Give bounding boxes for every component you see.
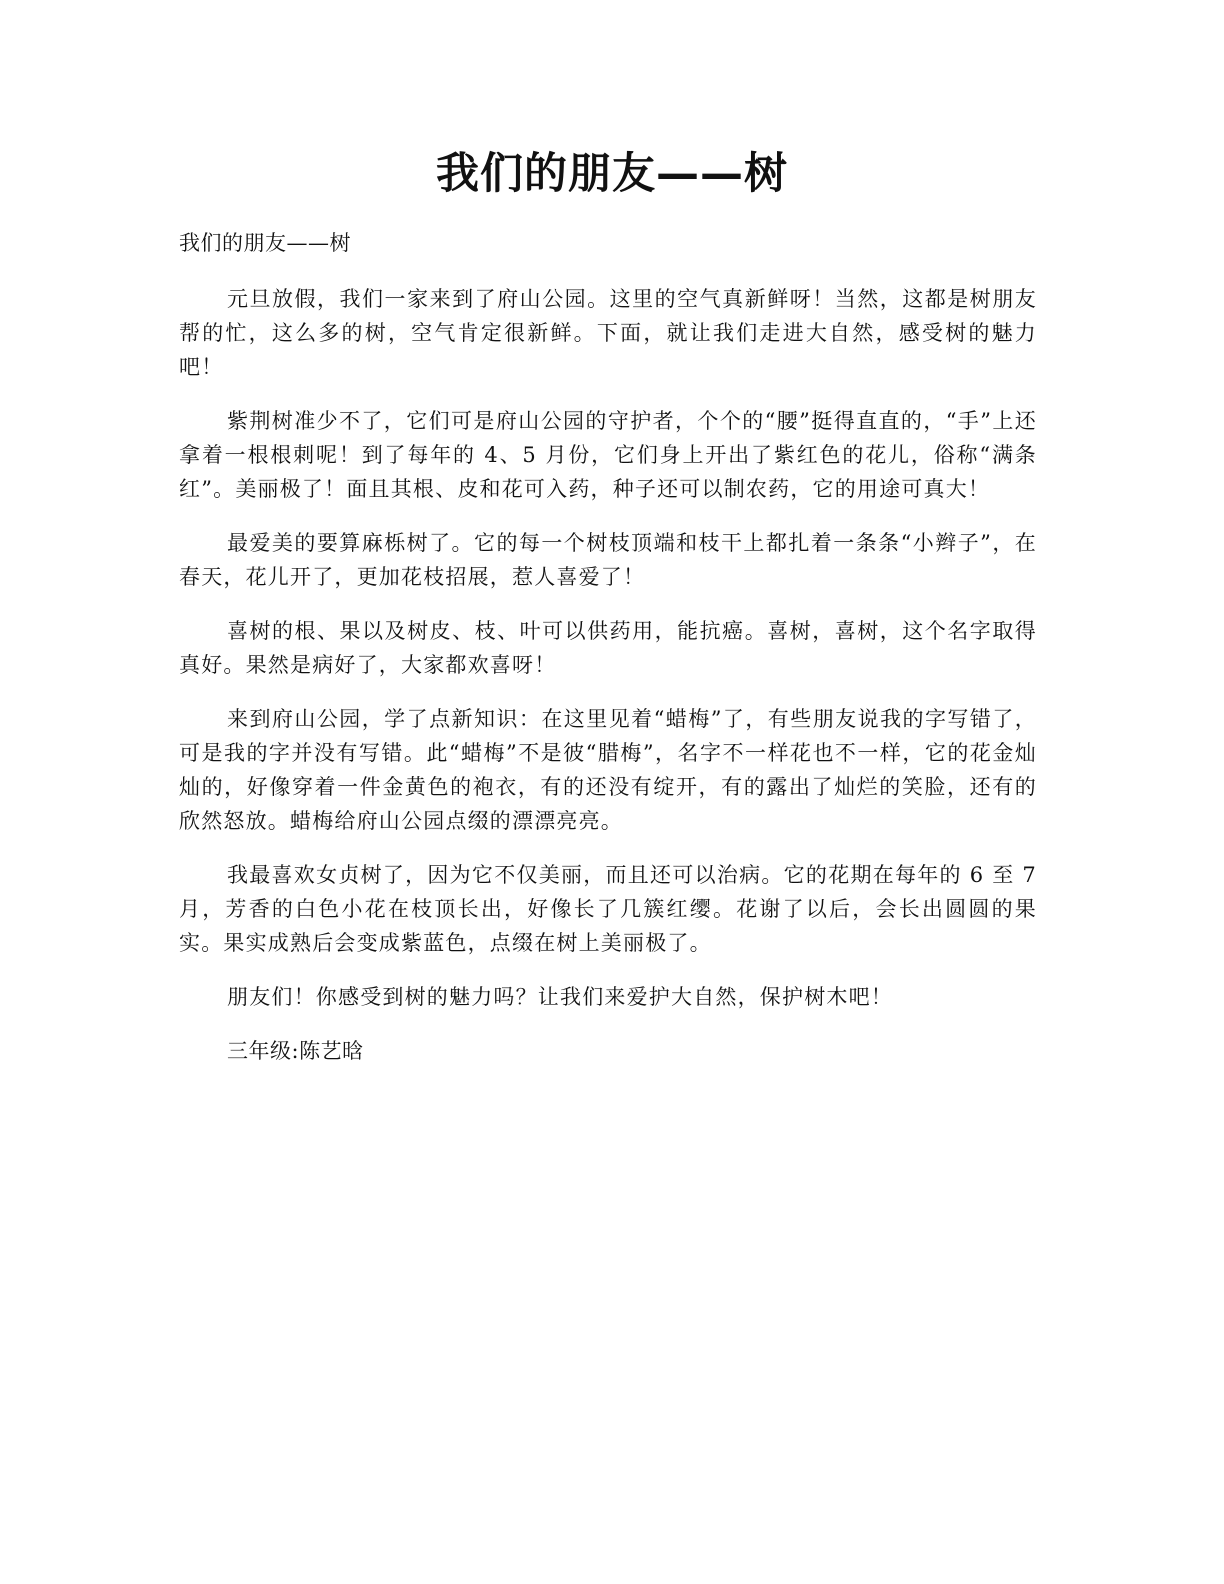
document-body — [179, 226, 1037, 1068]
author-signature: 三年级:陈艺晗 — [227, 1039, 364, 1063]
paragraph-intro: 元旦放假，我们一家来到了府山公园。这里的空气真新鲜呀！当然，这都是树朋友帮的忙，这么多的树，空气肯定很新鲜。下面，就让我们走进大自然，感受树的魅力吧！ — [179, 287, 1037, 379]
paragraph-wintersweet: 来到府山公园，学了点新知识：在这里见着“蜡梅”了，有些朋友说我的字写错了，可是我的字并没有写错。此“蜡梅”不是彼“腊梅”，名字不一样花也不一样，它的花金灿灿的，好像穿着一件金黄色的袍衣，有的还没有绽开，有的露出了灿烂的笑脸，还有的欣然怒放。蜡梅给府山公园点缀的漂漂亮亮。 — [179, 707, 1037, 833]
page-title: 我们的朋友——树 — [436, 149, 788, 199]
paragraph-camptotheca: 喜树的根、果以及树皮、枝、叶可以供药用，能抗癌。喜树，喜树，这个名字取得真好。果然是病好了，大家都欢喜呀！ — [179, 619, 1037, 677]
document-subtitle: 我们的朋友——树 — [179, 231, 351, 255]
paragraph-conclusion: 朋友们！你感受到树的魅力吗？让我们来爱护大自然，保护树木吧！ — [227, 985, 893, 1009]
paragraph-oak: 最爱美的要算麻栎树了。它的每一个树枝顶端和枝干上都扎着一条条“小辫子”，在春天，花儿开了，更加花枝招展，惹人喜爱了！ — [179, 531, 1037, 589]
paragraph-redbud: 紫荆树准少不了，它们可是府山公园的守护者，个个的“腰”挺得直直的，“手”上还拿着一根根刺呢！到了每年的 4、5 月份，它们身上开出了紫红色的花儿，俗称“满条红”。美丽极了！面且其根、皮和花可入药，种子还可以制农药，它的用途可真大！ — [179, 409, 1037, 501]
paragraph-privet: 我最喜欢女贞树了，因为它不仅美丽，而且还可以治病。它的花期在每年的 6 至 7 月，芳香的白色小花在枝顶长出，好像长了几簇红缨。花谢了以后，会长出圆圆的果实。果实成熟后会变成紫蓝色，点缀在树上美丽极了。 — [179, 863, 1037, 955]
